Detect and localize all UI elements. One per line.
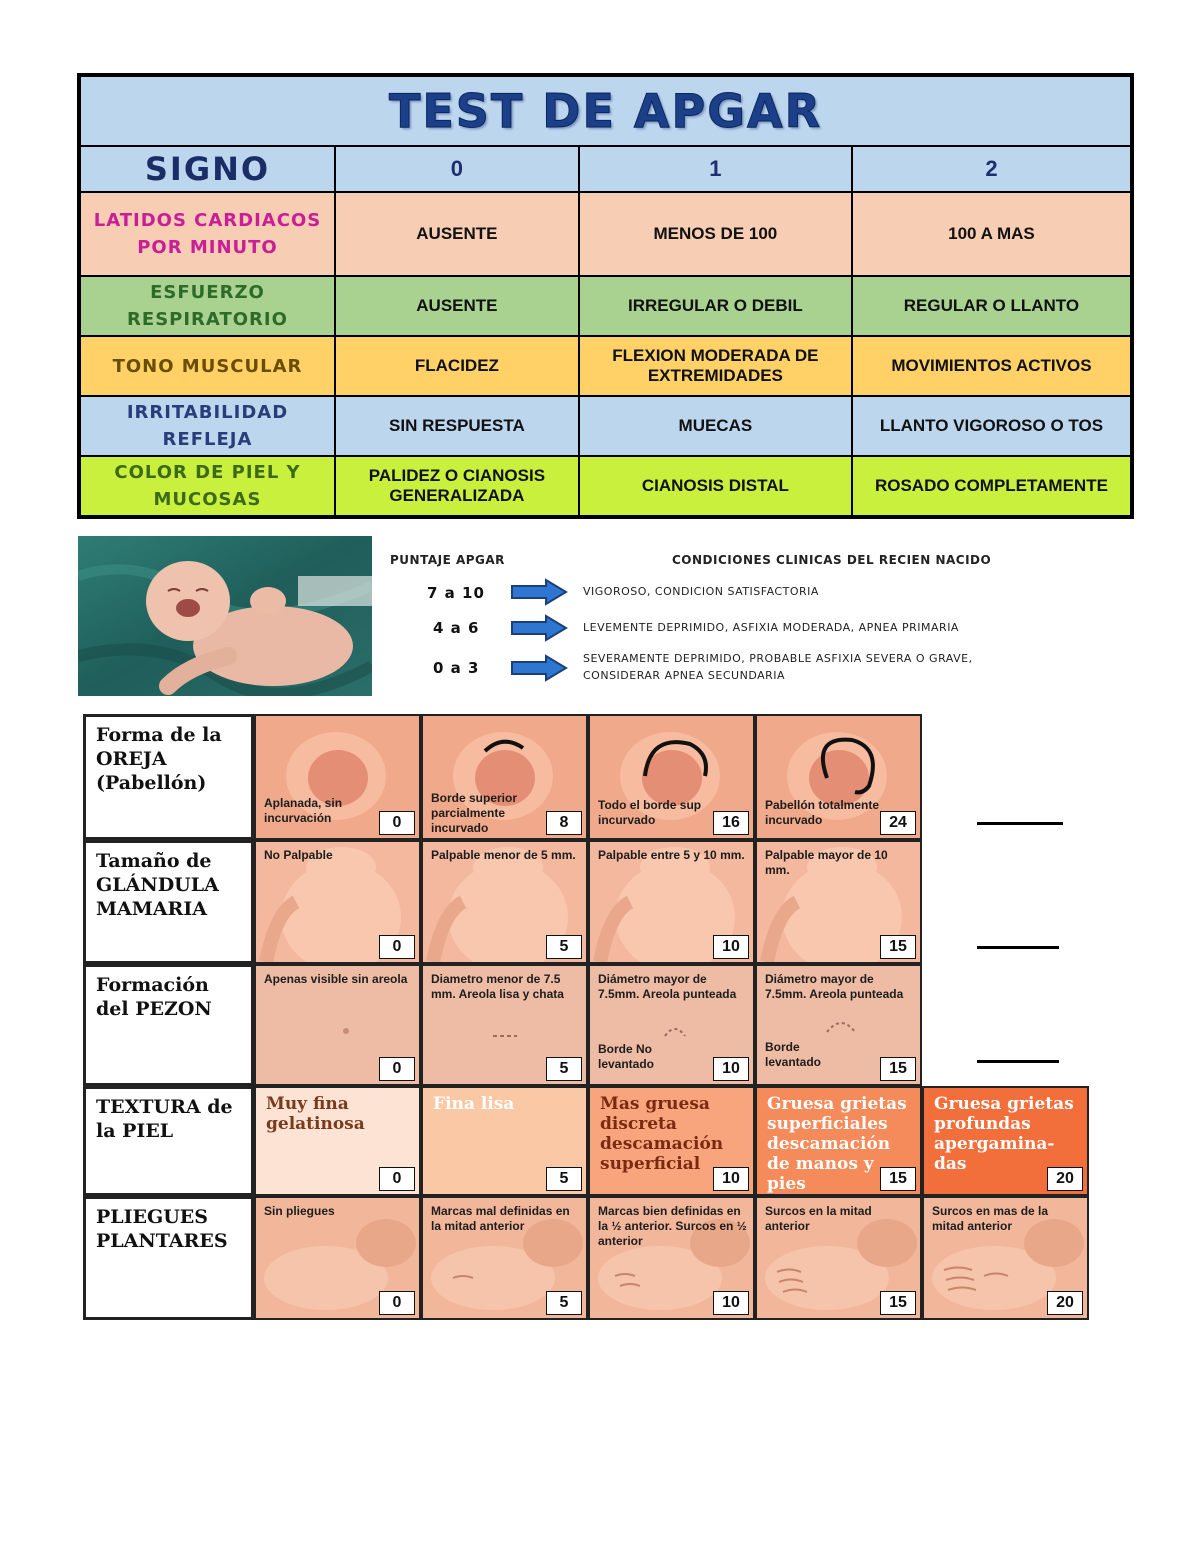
table-row — [79, 396, 1132, 456]
score-box: 5 — [546, 1167, 582, 1191]
nipple-cell: Diametro menor de 7.5 mm. Areola lisa y chata 5 — [421, 964, 588, 1086]
score-1-cell: MENOS DE 100 — [579, 192, 852, 276]
score-box: 20 — [1047, 1167, 1083, 1191]
sign-cell: IRRITABILIDAD REFLEJA — [79, 396, 335, 456]
score-box: 15 — [880, 935, 916, 959]
score-box: 5 — [546, 935, 582, 959]
score-2-cell: LLANTO VIGOROSO O TOS — [852, 396, 1132, 456]
apgar-table — [77, 73, 1134, 519]
score-box: 10 — [713, 935, 749, 959]
score-0-cell: AUSENTE — [335, 192, 579, 276]
skin-texture-cell: Gruesa grietas superficiales descamación de manos y pies 15 — [755, 1086, 922, 1196]
score-0-cell: PALIDEZ O CIANOSIS GENERALIZADA — [335, 456, 579, 517]
skin-texture-cell: Mas gruesa discreta descamación superficial 10 — [588, 1086, 755, 1196]
answer-line — [977, 822, 1063, 825]
table-row — [79, 456, 1132, 517]
score-range: 4 a 6 — [433, 619, 480, 637]
score-box: 10 — [713, 1291, 749, 1315]
nipple-cell: Diámetro mayor de 7.5mm. Areola punteada Borde levantado 15 — [755, 964, 922, 1086]
header-score-1: 1 — [579, 146, 852, 192]
sign-cell: COLOR DE PIEL Y MUCOSAS — [79, 456, 335, 517]
breast-cell: Palpable entre 5 y 10 mm. 10 — [588, 840, 755, 964]
row-label-oreja: Forma de la OREJA (Pabellón) — [83, 714, 254, 840]
apgar-title: TEST DE APGAR — [388, 84, 823, 138]
row-label-textura: TEXTURA de la PIEL — [83, 1086, 254, 1196]
sign-cell: TONO MUSCULAR — [79, 336, 335, 396]
score-box: 0 — [379, 935, 415, 959]
header-signo: SIGNO — [79, 146, 335, 192]
score-box: 16 — [713, 811, 749, 835]
score-box: 15 — [880, 1291, 916, 1315]
score-1-cell: IRREGULAR O DEBIL — [579, 276, 852, 336]
right-arrow-icon — [510, 614, 568, 642]
condition-text: LEVEMENTE DEPRIMIDO, ASFIXIA MODERADA, APNEA PRIMARIA — [583, 621, 959, 634]
ear-cell: Aplanada, sin incurvación 0 — [254, 714, 421, 840]
header-score-2: 2 — [852, 146, 1132, 192]
score-0-cell: FLACIDEZ — [335, 336, 579, 396]
right-arrow-icon — [510, 578, 568, 606]
table-row — [79, 192, 1132, 276]
foot-cell: Sin pliegues 0 — [254, 1196, 421, 1320]
apgar-title-cell — [79, 75, 1132, 146]
nipple-cell: Diámetro mayor de 7.5mm. Areola punteada Borde No levantado 10 — [588, 964, 755, 1086]
score-box: 0 — [379, 1167, 415, 1191]
ear-cell: Todo el borde sup incurvado 16 — [588, 714, 755, 840]
score-2-cell: ROSADO COMPLETAMENTE — [852, 456, 1132, 517]
score-header: PUNTAJE APGAR — [390, 553, 505, 567]
table-row — [79, 336, 1132, 396]
condition-text: SEVERAMENTE DEPRIMIDO, PROBABLE ASFIXIA SEVERA O GRAVE, — [583, 652, 973, 665]
row-label-pliegues: PLIEGUES PLANTARES — [83, 1196, 254, 1320]
condition-text: VIGOROSO, CONDICION SATISFACTORIA — [583, 585, 819, 598]
foot-cell: Surcos en mas de la mitad anterior 20 — [922, 1196, 1089, 1320]
skin-texture-cell: Fina lisa 5 — [421, 1086, 588, 1196]
score-range: 0 a 3 — [433, 659, 480, 677]
score-box: 15 — [880, 1057, 916, 1081]
score-0-cell: SIN RESPUESTA — [335, 396, 579, 456]
breast-cell: Palpable menor de 5 mm. 5 — [421, 840, 588, 964]
score-box: 24 — [880, 811, 916, 835]
score-range: 7 a 10 — [427, 584, 485, 602]
ear-cell: Borde superior parcialmente incurvado 8 — [421, 714, 588, 840]
score-box: 20 — [1047, 1291, 1083, 1315]
score-1-cell: MUECAS — [579, 396, 852, 456]
score-2-cell: 100 A MAS — [852, 192, 1132, 276]
foot-cell: Surcos en la mitad anterior 15 — [755, 1196, 922, 1320]
breast-cell: Palpable mayor de 10 mm. 15 — [755, 840, 922, 964]
score-2-cell: REGULAR O LLANTO — [852, 276, 1132, 336]
row-label-glandula: Tamaño de GLÁNDULA MAMARIA — [83, 840, 254, 964]
foot-cell: Marcas bien definidas en la ½ anterior. Surcos en ½ anterior 10 — [588, 1196, 755, 1320]
score-box: 10 — [713, 1167, 749, 1191]
score-1-cell: CIANOSIS DISTAL — [579, 456, 852, 517]
score-box: 0 — [379, 1291, 415, 1315]
conditions-header: CONDICIONES CLINICAS DEL RECIEN NACIDO — [672, 553, 992, 567]
skin-texture-cell: Gruesa grietas profundas apergamina-das 20 — [922, 1086, 1089, 1196]
table-row — [79, 276, 1132, 336]
right-arrow-icon — [510, 654, 568, 682]
skin-texture-cell: Muy fina gelatinosa 0 — [254, 1086, 421, 1196]
foot-cell: Marcas mal definidas en la mitad anterior 5 — [421, 1196, 588, 1320]
score-box: 5 — [546, 1057, 582, 1081]
ear-cell: Pabellón totalmente incurvado 24 — [755, 714, 922, 840]
nipple-cell: Apenas visible sin areola 0 — [254, 964, 421, 1086]
score-box: 0 — [379, 811, 415, 835]
score-box: 8 — [546, 811, 582, 835]
score-box: 5 — [546, 1291, 582, 1315]
capurro-grid — [83, 712, 1093, 1324]
score-0-cell: AUSENTE — [335, 276, 579, 336]
newborn-illustration — [78, 536, 372, 696]
score-2-cell: MOVIMIENTOS ACTIVOS — [852, 336, 1132, 396]
sign-cell: LATIDOS CARDIACOS POR MINUTO — [79, 192, 335, 276]
answer-line — [977, 946, 1059, 949]
breast-cell: No Palpable 0 — [254, 840, 421, 964]
score-box: 15 — [880, 1167, 916, 1191]
score-box: 0 — [379, 1057, 415, 1081]
answer-line — [977, 1060, 1059, 1063]
condition-text: CONSIDERAR APNEA SECUNDARIA — [583, 669, 786, 682]
row-label-pezon: Formación del PEZON — [83, 964, 254, 1086]
header-score-0: 0 — [335, 146, 579, 192]
sign-cell: ESFUERZO RESPIRATORIO — [79, 276, 335, 336]
score-1-cell: FLEXION MODERADA DE EXTREMIDADES — [579, 336, 852, 396]
newborn-photo — [78, 536, 372, 696]
score-box: 10 — [713, 1057, 749, 1081]
